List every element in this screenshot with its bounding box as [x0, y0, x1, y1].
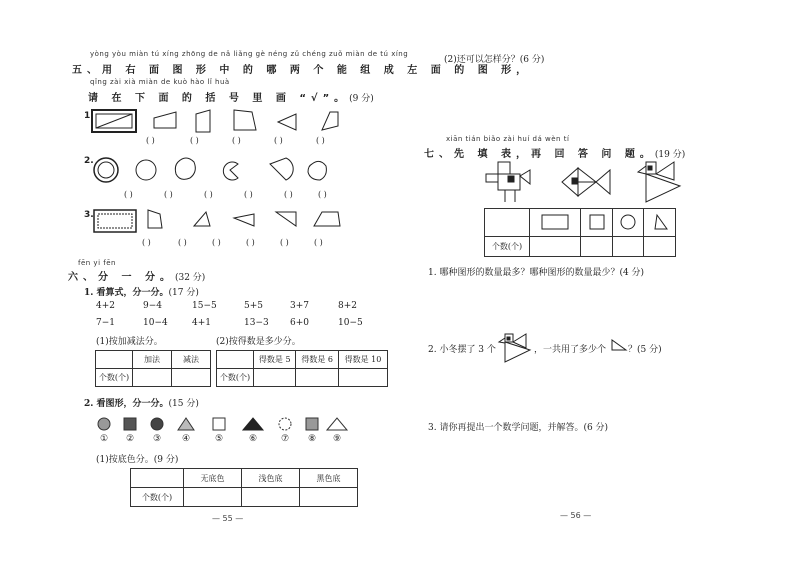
q3-answer-4[interactable]: ( )	[246, 238, 255, 247]
table1-row-label: 个数(个)	[96, 369, 133, 387]
page-number-left: — 55 —	[212, 514, 244, 523]
equation-r1-5: 3+7	[290, 301, 309, 311]
q2-answer-2[interactable]: ( )	[164, 190, 173, 199]
equation-r2-1: 7−1	[96, 318, 115, 328]
section6-title-text: 六、分 一 分。	[68, 272, 175, 283]
shape-label-6: ⑥	[249, 434, 258, 444]
table7-corner	[485, 209, 530, 237]
s7-question-1: 1. 哪种图形的数量最多？哪种图形的数量最少？(4 分)	[428, 268, 645, 278]
q2-answer-1[interactable]: ( )	[124, 190, 133, 199]
equation-r1-6: 8+2	[338, 301, 357, 311]
section5-points: (9 分)	[349, 94, 374, 104]
section5-pinyin-1: yòng yòu miàn tú xíng zhōng de nǎ liǎng gè néng zǔ chéng zuǒ miàn de tú xíng	[90, 50, 409, 58]
q2-answer-4[interactable]: ( )	[244, 190, 253, 199]
shape-label-8: ⑧	[308, 434, 317, 444]
right-top-question: (2)还可以怎样分？(6 分)	[444, 55, 545, 65]
s6-q2-points: (15 分)	[168, 399, 199, 409]
table7-row-label: 个数(个)	[485, 237, 530, 257]
figure-robot	[486, 162, 530, 202]
shape-label-7: ⑦	[281, 434, 290, 444]
equation-r2-5: 6+0	[290, 318, 309, 328]
table7-cell-square[interactable]	[581, 237, 613, 257]
q3-answer-5[interactable]: ( )	[280, 238, 289, 247]
shape-label-9: ⑨	[333, 434, 342, 444]
s6-sub3-points: (9 分)	[153, 455, 179, 465]
shape-label-2: ②	[126, 434, 135, 444]
table-shape-count	[484, 208, 676, 257]
table3-header-light: 浅色底	[242, 469, 300, 488]
q2-triangle-icon	[612, 340, 626, 350]
table7-header-square	[581, 209, 613, 237]
table7-header-triangle	[644, 209, 676, 237]
table3-row-label: 个数(个)	[131, 488, 184, 507]
shape-label-1: ①	[100, 434, 109, 444]
q3-answer-1[interactable]: ( )	[142, 238, 151, 247]
section7-pinyin: xiān tián biǎo zài huí dá wèn tí	[446, 135, 570, 143]
equation-r2-4: 13−3	[244, 318, 269, 328]
equation-r1-3: 15−5	[192, 301, 217, 311]
figure-duck	[638, 162, 680, 202]
s6-sub2-label: (2)按得数是多少分。	[216, 337, 301, 347]
q1-answer-2[interactable]: ( )	[190, 136, 199, 145]
table7-cell-triangle[interactable]	[644, 237, 676, 257]
q3-answer-3[interactable]: ( )	[212, 238, 221, 247]
table3-header-none: 无底色	[184, 469, 242, 488]
s6-sub1-label: (1)按加减法分。	[96, 337, 163, 347]
q2-answer-5[interactable]: ( )	[284, 190, 293, 199]
shape-label-3: ③	[153, 434, 162, 444]
s7-question-3: 3. 请你再提出一个数学问题，并解答。(6 分)	[428, 423, 609, 433]
section7-points: (19 分)	[654, 150, 686, 160]
s7-question-2-part-a: 2. 小冬摆了 3 个	[428, 345, 496, 355]
question-3-number: 3.	[84, 210, 94, 220]
table1-header-sub: 减法	[172, 351, 211, 369]
table7-header-circle	[612, 209, 644, 237]
equation-r2-6: 10−5	[338, 318, 363, 328]
section5-instruction: 请 在 下 面 的 括 号 里 画 “√”。	[88, 93, 350, 104]
section7-title-text: 七、先 填 表，再 回 答 问 题。	[424, 149, 655, 160]
section6-pinyin: fēn yi fēn	[78, 259, 116, 267]
s6-q1-title-text: 1. 看算式，分一分。	[84, 288, 169, 298]
equation-r1-4: 5+5	[244, 301, 263, 311]
equation-r1-2: 9−4	[143, 301, 162, 311]
shape-label-5: ⑤	[215, 434, 224, 444]
equation-r2-3: 4+1	[192, 318, 211, 328]
table7-header-rectangle	[530, 209, 581, 237]
equation-r1-1: 4+2	[96, 301, 115, 311]
q1-answer-3[interactable]: ( )	[232, 136, 241, 145]
shape-label-4: ④	[182, 434, 191, 444]
q1-answer-5[interactable]: ( )	[316, 136, 325, 145]
s6-sub3-text: (1)按底色分。	[96, 455, 154, 465]
section5-title-line1: 五、用 右 面 图 形 中 的 哪 两 个 能 组 成 左 面 的 图 形，	[72, 65, 532, 76]
table2-header-10: 得数是 10	[338, 351, 387, 369]
s6-q1-points: (17 分)	[168, 288, 199, 298]
q2-answer-6[interactable]: ( )	[318, 190, 327, 199]
table7-cell-rectangle[interactable]	[530, 237, 581, 257]
page-number-right: — 56 —	[560, 511, 592, 520]
s6-q2-title-text: 2. 看图形，分一分。	[84, 399, 169, 409]
s7-question-2-part-c: ？(5 分)	[628, 345, 662, 355]
q3-answer-2[interactable]: ( )	[178, 238, 187, 247]
table2-row-label: 个数(个)	[217, 369, 254, 387]
q1-answer-1[interactable]: ( )	[146, 136, 155, 145]
section5-pinyin-2: qǐng zài xià miàn de kuò hào lǐ huà	[90, 78, 230, 86]
equation-r2-2: 10−4	[143, 318, 168, 328]
question-1-number: 1.	[84, 111, 94, 121]
q2-inline-figure	[499, 334, 530, 362]
section6-points: (32 分)	[174, 273, 206, 283]
figure-fish	[562, 168, 610, 196]
q3-answer-6[interactable]: ( )	[314, 238, 323, 247]
s7-question-2-part-b: ，一共用了多少个	[534, 345, 607, 355]
table7-cell-circle[interactable]	[612, 237, 644, 257]
table2-header-5: 得数是 5	[254, 351, 296, 369]
table3-header-black: 黑色底	[300, 469, 358, 488]
q2-answer-3[interactable]: ( )	[204, 190, 213, 199]
table1-header-add: 加法	[133, 351, 172, 369]
q1-answer-4[interactable]: ( )	[274, 136, 283, 145]
question-2-number: 2.	[84, 156, 94, 166]
table2-header-6: 得数是 6	[296, 351, 338, 369]
